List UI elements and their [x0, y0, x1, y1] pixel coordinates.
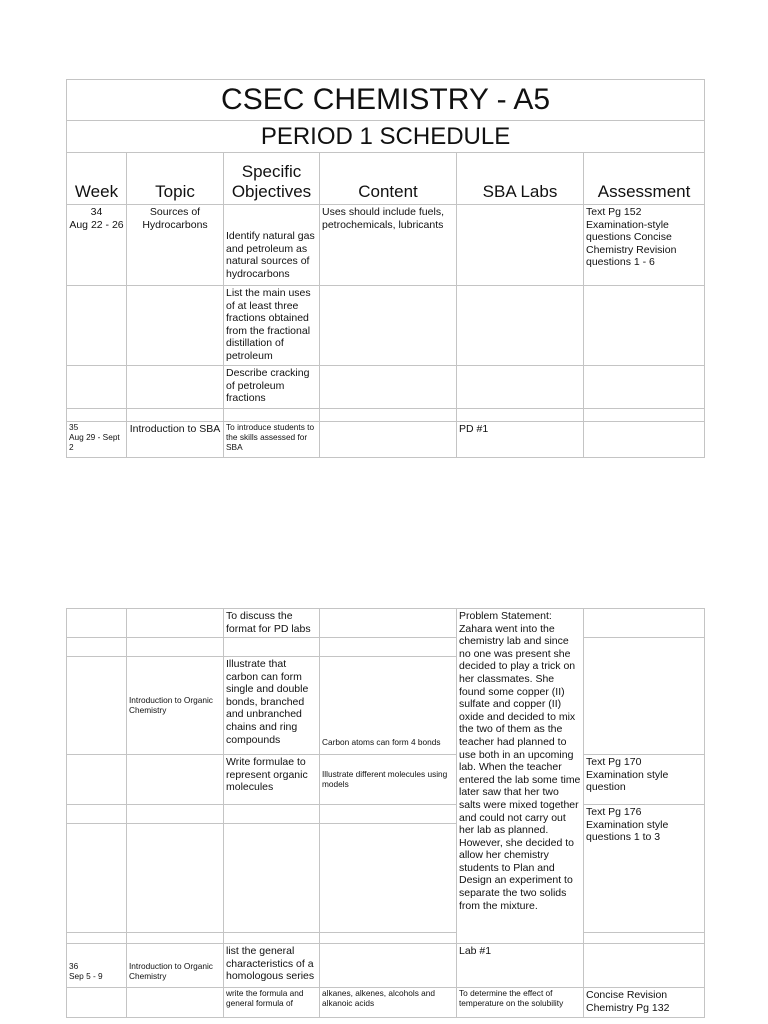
document-subtitle: PERIOD 1 SCHEDULE [67, 121, 705, 153]
table-row [67, 286, 705, 366]
sba-cell [457, 286, 584, 366]
assessment-cell [584, 944, 705, 988]
objective-cell: write the formula and general formula of [224, 988, 320, 1018]
topic-cell: Introduction to Organic Chemistry [127, 657, 224, 755]
week-number: 35 [69, 422, 79, 432]
objective-text: Identify natural gas and petroleum as natural sources of hydrocarbons [226, 230, 315, 280]
content-text: Carbon atoms can form 4 bonds [322, 737, 441, 747]
week-dates: Aug 29 - Sept 2 [69, 431, 120, 452]
sba-cell: To determine the effect of temperature on the solubility [457, 988, 584, 1018]
problem-statement-cell: Problem Statement: Zahara went into the chemistry lab and since no one was present she decided to play a trick on her classmates. She found some copper (II) sulfate and copper (II) oxide and decided to mix the two of them as the teacher had planned to use both in an upcoming lab. When the teacher entered the lab some time later saw that her two salts were mixed together and could not carry out her lab as planned. However, she decided to allow her chemistry students to Plan and Design an experiment to separate the two solids from the mixture. [457, 609, 584, 944]
topic-cell [127, 609, 224, 638]
header-objectives-line2: Objectives [231, 182, 312, 201]
sba-cell: Lab #1 [457, 944, 584, 988]
table-row [67, 755, 705, 805]
table-row [67, 805, 705, 824]
topic-cell: Introduction to SBA [127, 422, 224, 458]
objective-cell: To discuss the format for PD labs [224, 609, 320, 638]
objective-cell: Write formulae to represent organic molecules [224, 755, 320, 805]
header-content: Content [320, 153, 457, 205]
assessment-cell [584, 286, 705, 366]
topic-cell [127, 366, 224, 409]
week-cell [67, 609, 127, 638]
content-cell: Illustrate different molecules using models [320, 755, 457, 805]
assessment-cell: Text Pg 152 Examination-style questions Concise Chemistry Revision questions 1 - 6 [584, 205, 705, 286]
assessment-cell [584, 422, 705, 458]
week-cell [67, 657, 127, 755]
table-row [67, 409, 705, 422]
header-row [67, 153, 705, 205]
header-week: Week [67, 153, 127, 205]
header-assessment: Assessment [584, 153, 705, 205]
week-cell [67, 944, 127, 988]
table-row [67, 366, 705, 409]
content-cell [320, 366, 457, 409]
content-cell [320, 657, 457, 755]
week-cell [67, 422, 127, 458]
week-dates: Aug 22 - 26 [69, 218, 124, 231]
assessment-cell: Concise Revision Chemistry Pg 132 [584, 988, 705, 1018]
table-row [67, 205, 705, 286]
content-cell [320, 286, 457, 366]
week-cell [67, 988, 127, 1018]
topic-cell: Introduction to Organic Chemistry [127, 944, 224, 988]
sba-cell: PD #1 [457, 422, 584, 458]
objective-cell: list the general characteristics of a homologous series [224, 944, 320, 988]
content-cell [320, 422, 457, 458]
topic-cell: Sources of Hydrocarbons [127, 205, 224, 286]
week-dates: Sep 5 - 9 [69, 970, 103, 981]
sba-cell [457, 205, 584, 286]
objective-cell: List the main uses of at least three fractions obtained from the fractional distillation of petroleum [224, 286, 320, 366]
header-objectives [224, 153, 320, 205]
topic-cell [127, 755, 224, 805]
objective-cell: To introduce students to the skills assessed for SBA [224, 422, 320, 458]
objective-cell: Illustrate that carbon can form single and double bonds, branched and unbranched chains and ring compounds [224, 657, 320, 755]
assessment-cell: Text Pg 176 Examination style questions 1 to 3 [584, 805, 705, 933]
assessment-cell [584, 609, 705, 638]
schedule-table-2 [66, 608, 705, 1018]
objective-cell: Describe cracking of petroleum fractions [224, 366, 320, 409]
table-row [67, 944, 705, 988]
content-cell [320, 944, 457, 988]
assessment-cell: Text Pg 170 Examination style question [584, 755, 705, 805]
week-number: 36 [69, 961, 79, 971]
assessment-cell [584, 366, 705, 409]
table-row [67, 638, 705, 657]
header-sba-labs: SBA Labs [457, 153, 584, 205]
week-cell [67, 755, 127, 805]
week-cell [67, 366, 127, 409]
objective-cell [224, 205, 320, 286]
week-cell [67, 205, 127, 286]
content-cell: alkanes, alkenes, alcohols and alkanoic acids [320, 988, 457, 1018]
table-row [67, 422, 705, 458]
sba-cell [457, 366, 584, 409]
header-objectives-line1: Specific [241, 162, 302, 181]
schedule-table-1 [66, 79, 705, 458]
table-row [67, 933, 705, 944]
table-row [67, 609, 705, 638]
document-title: CSEC CHEMISTRY - A5 [67, 80, 705, 121]
week-number: 34 [90, 206, 103, 218]
topic-cell [127, 988, 224, 1018]
header-topic: Topic [127, 153, 224, 205]
topic-cell [127, 286, 224, 366]
week-cell [67, 286, 127, 366]
content-cell: Uses should include fuels, petrochemicals, lubricants [320, 205, 457, 286]
table-row [67, 988, 705, 1018]
content-cell [320, 609, 457, 638]
